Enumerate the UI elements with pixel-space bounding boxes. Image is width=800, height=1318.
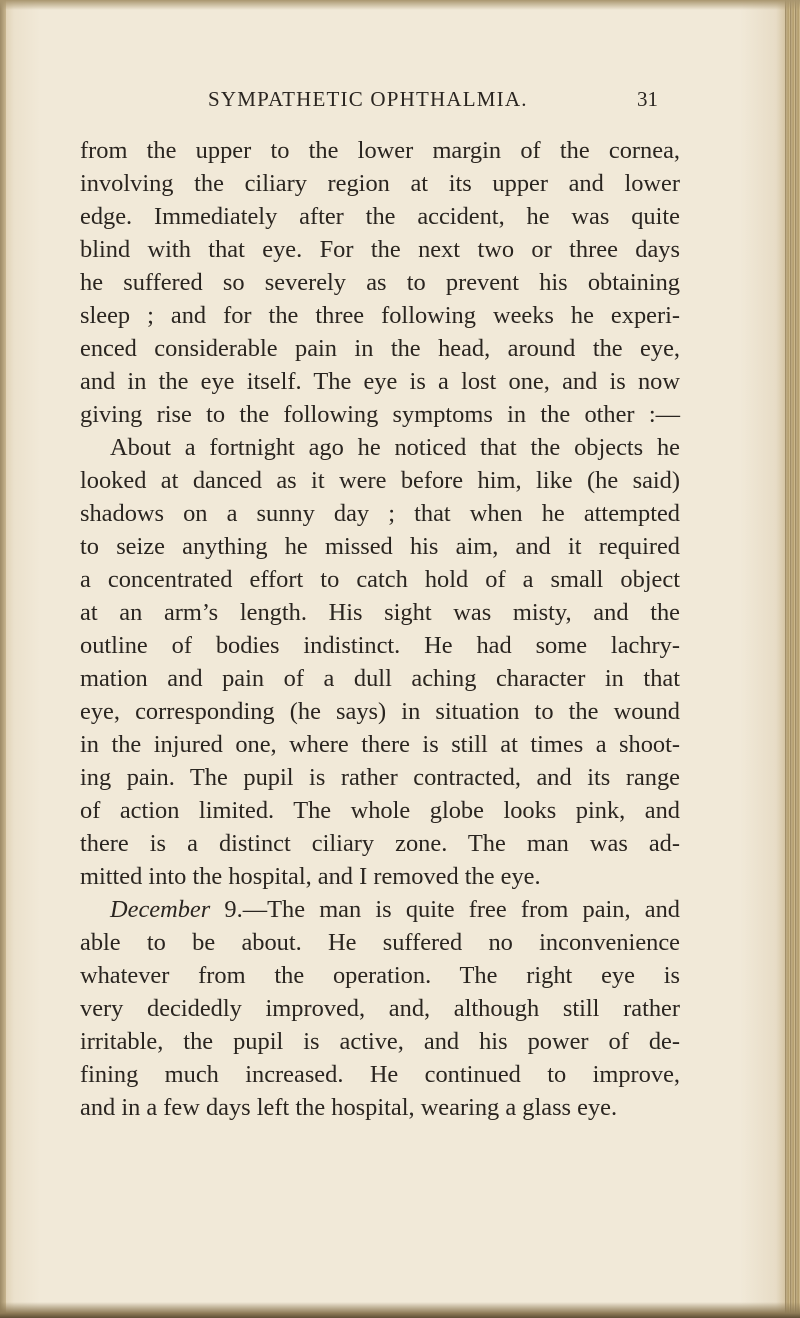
text-line: to seize anything he missed his aim, and it required bbox=[80, 533, 680, 560]
page-header bbox=[208, 87, 658, 117]
text-line: outline of bodies indistinct. He had some lachry- bbox=[80, 632, 680, 659]
text-line: mation and pain of a dull aching character in that bbox=[80, 665, 680, 692]
page-top-shadow bbox=[0, 0, 800, 10]
text-line: of action limited. The whole globe looks pink, and bbox=[80, 797, 680, 824]
body-text bbox=[80, 134, 680, 1124]
running-head: SYMPATHETIC OPHTHALMIA. bbox=[208, 87, 528, 111]
text-line: from the upper to the lower margin of the cornea, bbox=[80, 137, 680, 164]
page-bottom-edge bbox=[0, 1302, 800, 1318]
text-line: in the injured one, where there is still at times a shoot- bbox=[80, 731, 680, 758]
page-right-edge bbox=[785, 0, 800, 1318]
text-line: very decidedly improved, and, although still rather bbox=[80, 995, 680, 1022]
text-line: shadows on a sunny day ; that when he attempted bbox=[80, 500, 680, 527]
dated-entry-line bbox=[80, 893, 680, 926]
text-line: irritable, the pupil is active, and his power of de- bbox=[80, 1028, 680, 1055]
text-line: giving rise to the following symptoms in the other :— bbox=[80, 401, 680, 428]
text-line: whatever from the operation. The right eye is bbox=[80, 962, 680, 989]
text-line: blind with that eye. For the next two or three days bbox=[80, 236, 680, 263]
text-line: and in a few days left the hospital, wearing a glass eye. bbox=[80, 1094, 618, 1121]
text-line: sleep ; and for the three following weeks he experi- bbox=[80, 302, 680, 329]
text-line: eye, corresponding (he says) in situation to the wound bbox=[80, 698, 680, 725]
text-line: fining much increased. He continued to improve, bbox=[80, 1061, 680, 1088]
text-line: he suffered so severely as to prevent his obtaining bbox=[80, 269, 680, 296]
date-label: December bbox=[110, 896, 211, 923]
text-line: able to be about. He suffered no inconvenience bbox=[80, 929, 680, 956]
text-line: edge. Immediately after the accident, he was quite bbox=[80, 203, 680, 230]
text-line: there is a distinct ciliary zone. The man was ad- bbox=[80, 830, 680, 857]
text-line: About a fortnight ago he noticed that the objects he bbox=[110, 434, 680, 461]
text-line: enced considerable pain in the head, around the eye, bbox=[80, 335, 680, 362]
text-line: at an arm’s length. His sight was misty, and the bbox=[80, 599, 680, 626]
text-line: involving the ciliary region at its upper and lower bbox=[80, 170, 680, 197]
text-line: ing pain. The pupil is rather contracted, and its range bbox=[80, 764, 680, 791]
page-left-edge bbox=[0, 0, 6, 1318]
text-line: looked at danced as it were before him, like (he said) bbox=[80, 467, 680, 494]
page-number: 31 bbox=[637, 87, 658, 111]
text-line: mitted into the hospital, and I removed the eye. bbox=[80, 863, 541, 890]
text-line: and in the eye itself. The eye is a lost one, and is now bbox=[80, 368, 680, 395]
text-line: a concentrated effort to catch hold of a small object bbox=[80, 566, 680, 593]
date-entry-text: 9.—The man is quite free from pain, and bbox=[210, 896, 680, 923]
